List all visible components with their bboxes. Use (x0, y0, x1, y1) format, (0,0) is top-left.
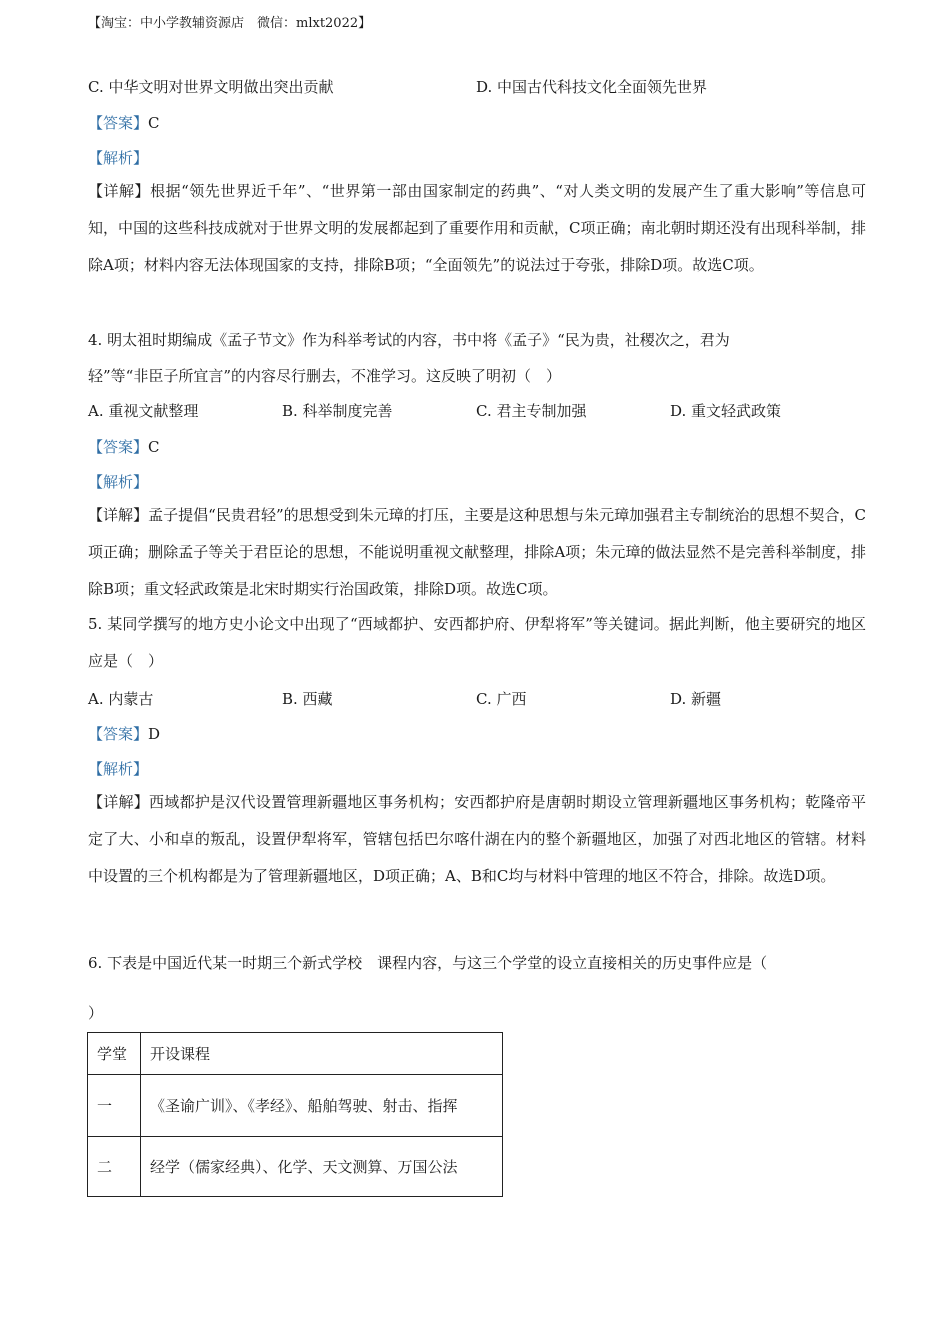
q4-answer-value: C (148, 438, 160, 456)
q5-stem: 5. 某同学撰写的地方史小论文中出现了“西域都护、安西都护府、伊犁将军”等关键词。据此判断，他主要研究的地区应是（ ） (88, 615, 866, 670)
q3-option-d: D. 中国古代科技文化全面领先世界 (476, 78, 708, 96)
q4-option-a: A. 重视文献整理 (88, 402, 199, 420)
answer-label: 【答案】 (88, 725, 149, 743)
q5-analysis-label: 【解析】 (88, 760, 149, 778)
table-cell: 《圣谕广训》、《孝经》、船舶驾驶、射击、指挥 (141, 1075, 503, 1137)
q3-analysis-label: 【解析】 (88, 149, 149, 167)
page-header-ad: 【淘宝：中小学教辅资源店 微信：mlxt2022】 (88, 16, 372, 31)
q6-stem-line1: 6. 下表是中国近代某一时期三个新式学校 课程内容，与这三个学堂的设立直接相关的历史事件应是（ (88, 954, 768, 972)
q4-answer (88, 436, 160, 457)
answer-label: 【答案】 (88, 114, 149, 132)
table-row (88, 1137, 503, 1197)
table-header-cell: 开设课程 (141, 1033, 503, 1075)
q4-analysis-label: 【解析】 (88, 473, 149, 491)
q6-stem-line2: ） (88, 1004, 104, 1022)
q5-option-b: B. 西藏 (282, 690, 333, 708)
q5-option-c: C. 广西 (476, 690, 527, 708)
detail-label: 【详解】 (88, 506, 149, 524)
course-table (87, 1032, 503, 1197)
table-header-row (88, 1033, 503, 1075)
q4-option-b: B. 科举制度完善 (282, 402, 393, 420)
q5-answer-value: D (148, 725, 161, 743)
q4-stem-line1: 4. 明太祖时期编成《孟子节文》作为科举考试的内容，书中将《孟子》“民为贵，社稷次之，君为 (88, 331, 730, 349)
detail-label: 【详解】 (88, 182, 151, 200)
q4-option-d: D. 重文轻武政策 (670, 402, 782, 420)
q3-detail (88, 173, 866, 284)
q3-detail-text: 根据“领先世界近千年”、“世界第一部由国家制定的药典”、“对人类文明的发展产生了重大影响”等信息可知，中国的这些科技成就对于世界文明的发展都起到了重要作用和贡献，C项正确；南北朝时期还没有出现科举制，排除A项；材料内容无法体现国家的支持，排除B项；“全面领先”的说法过于夸张，排除D项。故选C项。 (88, 182, 866, 274)
q3-answer (88, 112, 160, 133)
q4-detail-text: 孟子提倡“民贵君轻”的思想受到朱元璋的打压，主要是这种思想与朱元璋加强君主专制统治的思想不契合，C项正确；删除孟子等关于君臣论的思想，不能说明重视文献整理，排除A项；朱元璋的做法显然不是完善科举制度，排除B项；重文轻武政策是北宋时期实行治国政策，排除D项。故选C项。 (88, 506, 866, 598)
q5-answer (88, 723, 160, 744)
detail-label: 【详解】 (88, 793, 150, 811)
table-cell: 一 (88, 1075, 141, 1137)
q4-option-c: C. 君主专制加强 (476, 402, 587, 420)
answer-label: 【答案】 (88, 438, 149, 456)
q5-detail (88, 784, 866, 895)
table-row (88, 1075, 503, 1137)
q3-option-c: C. 中华文明对世界文明做出突出贡献 (88, 78, 334, 96)
q3-answer-value: C (148, 114, 160, 132)
q5-option-a: A. 内蒙古 (88, 690, 154, 708)
q4-stem-line2: 轻”等“非臣子所宜言”的内容尽行删去，不准学习。这反映了明初（ ） (88, 367, 562, 385)
q5-option-d: D. 新疆 (670, 690, 722, 708)
table-cell: 二 (88, 1137, 141, 1197)
q4-detail (88, 497, 866, 608)
q5-detail-text: 西域都护是汉代设置管理新疆地区事务机构；安西都护府是唐朝时期设立管理新疆地区事务机构；乾隆帝平定了大、小和卓的叛乱，设置伊犁将军，管辖包括巴尔喀什湖在内的整个新疆地区，加强了对西北地区的管辖。材料中设置的三个机构都是为了管理新疆地区，D项正确；A、B和C均与材料中管理的地区不符合，排除。故选D项。 (88, 793, 866, 885)
table-header-cell: 学堂 (88, 1033, 141, 1075)
table-cell: 经学（儒家经典）、化学、天文测算、万国公法 (141, 1137, 503, 1197)
